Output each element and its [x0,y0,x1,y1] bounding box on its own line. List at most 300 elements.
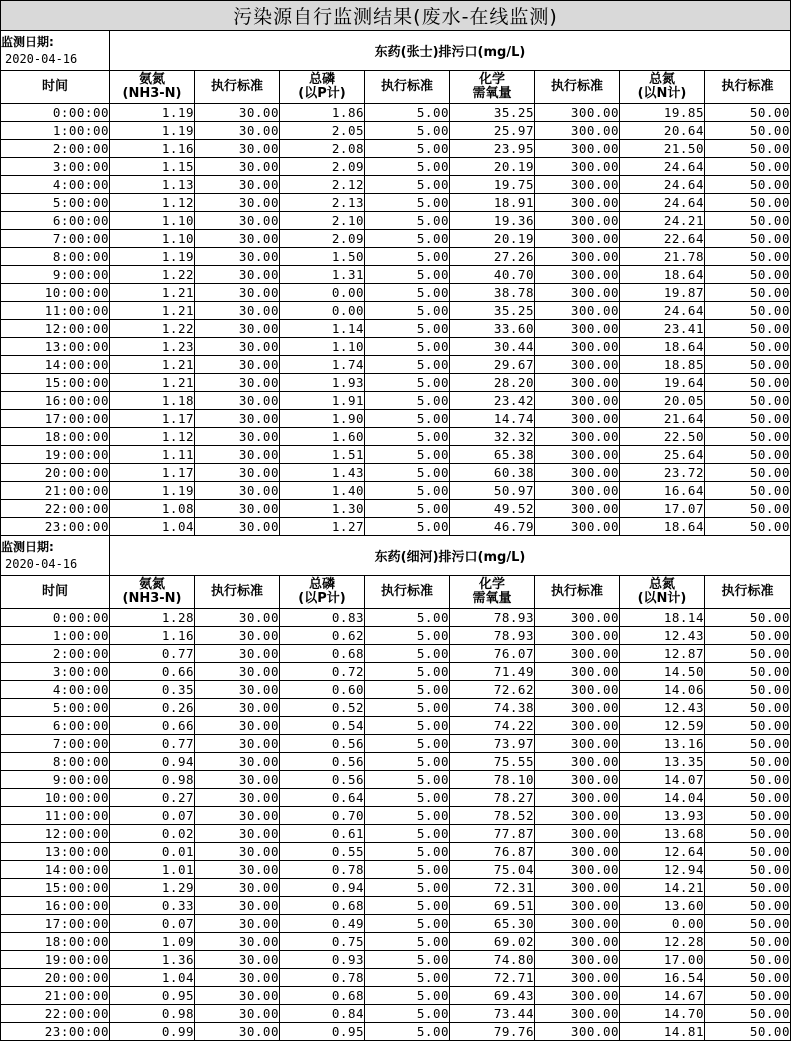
value-cell: 300.00 [535,627,620,645]
value-cell: 0.00 [280,284,365,302]
value-cell: 50.00 [705,248,791,266]
value-cell: 0.07 [110,915,195,933]
value-cell: 1.01 [110,861,195,879]
value-cell: 20.19 [450,230,535,248]
value-cell: 5.00 [365,987,450,1005]
value-cell: 5.00 [365,338,450,356]
value-cell: 0.27 [110,789,195,807]
time-cell: 4:00:00 [1,681,110,699]
value-cell: 50.00 [705,627,791,645]
value-cell: 30.00 [195,951,280,969]
value-cell: 30.00 [195,392,280,410]
value-cell: 0.33 [110,897,195,915]
value-cell: 1.21 [110,284,195,302]
value-cell: 0.99 [110,1023,195,1041]
value-cell: 1.22 [110,320,195,338]
value-cell: 24.21 [620,212,705,230]
time-cell: 12:00:00 [1,320,110,338]
value-cell: 5.00 [365,915,450,933]
value-cell: 50.00 [705,320,791,338]
value-cell: 1.91 [280,392,365,410]
value-cell: 30.00 [195,338,280,356]
value-cell: 5.00 [365,176,450,194]
value-cell: 5.00 [365,428,450,446]
value-cell: 30.00 [195,699,280,717]
time-cell: 23:00:00 [1,518,110,536]
value-cell: 0.84 [280,1005,365,1023]
value-cell: 78.27 [450,789,535,807]
value-cell: 30.00 [195,518,280,536]
time-cell: 10:00:00 [1,284,110,302]
value-cell: 5.00 [365,284,450,302]
value-cell: 50.00 [705,663,791,681]
column-header-line: 需氧量 [472,591,512,606]
value-cell: 300.00 [535,645,620,663]
column-header-line: (以P计) [298,591,346,606]
value-cell: 76.07 [450,645,535,663]
value-cell: 12.94 [620,861,705,879]
table-row [1,771,791,789]
table-row [1,482,791,500]
value-cell: 300.00 [535,789,620,807]
time-cell: 17:00:00 [1,915,110,933]
value-cell: 5.00 [365,789,450,807]
value-cell: 300.00 [535,248,620,266]
value-cell: 79.76 [450,1023,535,1041]
value-cell: 5.00 [365,699,450,717]
value-cell: 50.00 [705,645,791,663]
value-cell: 50.00 [705,122,791,140]
value-cell: 23.42 [450,392,535,410]
table-row [1,987,791,1005]
value-cell: 19.36 [450,212,535,230]
value-cell: 1.43 [280,464,365,482]
value-cell: 30.00 [195,212,280,230]
column-header [450,576,535,609]
value-cell: 32.32 [450,428,535,446]
table-row [1,518,791,536]
value-cell: 300.00 [535,843,620,861]
value-cell: 78.93 [450,609,535,627]
value-cell: 38.78 [450,284,535,302]
time-cell: 12:00:00 [1,825,110,843]
value-cell: 300.00 [535,320,620,338]
value-cell: 17.00 [620,951,705,969]
value-cell: 69.51 [450,897,535,915]
value-cell: 5.00 [365,933,450,951]
time-cell: 23:00:00 [1,1023,110,1041]
value-cell: 50.00 [705,681,791,699]
value-cell: 300.00 [535,410,620,428]
value-cell: 50.00 [705,807,791,825]
value-cell: 13.35 [620,753,705,771]
value-cell: 1.29 [110,879,195,897]
value-cell: 13.60 [620,897,705,915]
value-cell: 5.00 [365,482,450,500]
time-cell: 7:00:00 [1,735,110,753]
table-row [1,609,791,627]
value-cell: 300.00 [535,212,620,230]
column-header [365,576,450,609]
value-cell: 5.00 [365,320,450,338]
value-cell: 5.00 [365,446,450,464]
table-row [1,356,791,374]
column-header-line: 化学 [478,72,505,87]
value-cell: 30.00 [195,302,280,320]
column-header-line: (NH3-N) [122,591,182,606]
table-row [1,464,791,482]
value-cell: 50.00 [705,933,791,951]
value-cell: 50.00 [705,194,791,212]
value-cell: 50.00 [705,284,791,302]
value-cell: 30.44 [450,338,535,356]
value-cell: 0.93 [280,951,365,969]
value-cell: 5.00 [365,248,450,266]
value-cell: 2.05 [280,122,365,140]
value-cell: 30.00 [195,915,280,933]
table-row [1,158,791,176]
value-cell: 30.00 [195,500,280,518]
value-cell: 1.18 [110,392,195,410]
column-header [280,576,365,609]
value-cell: 5.00 [365,356,450,374]
value-cell: 35.25 [450,104,535,122]
table-row [1,879,791,897]
value-cell: 5.00 [365,464,450,482]
value-cell: 50.00 [705,699,791,717]
value-cell: 50.00 [705,446,791,464]
value-cell: 30.00 [195,122,280,140]
value-cell: 30.00 [195,374,280,392]
time-cell: 2:00:00 [1,140,110,158]
value-cell: 0.95 [110,987,195,1005]
monitoring-date-value: 2020-04-16 [5,556,78,571]
value-cell: 1.11 [110,446,195,464]
value-cell: 300.00 [535,663,620,681]
value-cell: 0.00 [620,915,705,933]
value-cell: 300.00 [535,374,620,392]
time-cell: 21:00:00 [1,987,110,1005]
value-cell: 5.00 [365,825,450,843]
value-cell: 0.98 [110,771,195,789]
value-cell: 0.52 [280,699,365,717]
value-cell: 50.00 [705,104,791,122]
value-cell: 74.22 [450,717,535,735]
value-cell: 12.87 [620,645,705,663]
value-cell: 5.00 [365,158,450,176]
table-row [1,807,791,825]
value-cell: 30.00 [195,681,280,699]
value-cell: 69.02 [450,933,535,951]
monitoring-date-label: 监测日期: [1,539,54,554]
monitoring-date-cell [1,536,110,576]
value-cell: 65.38 [450,446,535,464]
value-cell: 50.00 [705,1023,791,1041]
value-cell: 72.62 [450,681,535,699]
value-cell: 28.20 [450,374,535,392]
value-cell: 14.06 [620,681,705,699]
value-cell: 14.21 [620,879,705,897]
value-cell: 50.00 [705,897,791,915]
value-cell: 30.00 [195,428,280,446]
table-row [1,861,791,879]
value-cell: 30.00 [195,104,280,122]
column-header-line: 总磷 [308,72,335,87]
value-cell: 13.93 [620,807,705,825]
value-cell: 74.80 [450,951,535,969]
value-cell: 300.00 [535,356,620,374]
value-cell: 0.68 [280,897,365,915]
value-cell: 0.61 [280,825,365,843]
value-cell: 0.66 [110,717,195,735]
value-cell: 30.00 [195,753,280,771]
column-header-row [1,576,791,609]
time-cell: 3:00:00 [1,663,110,681]
value-cell: 14.81 [620,1023,705,1041]
value-cell: 5.00 [365,645,450,663]
value-cell: 17.07 [620,500,705,518]
time-cell: 5:00:00 [1,194,110,212]
time-cell: 8:00:00 [1,753,110,771]
time-cell: 15:00:00 [1,879,110,897]
table-row [1,1023,791,1041]
time-cell: 20:00:00 [1,464,110,482]
time-cell: 20:00:00 [1,969,110,987]
monitoring-date-value: 2020-04-16 [5,51,78,66]
value-cell: 5.00 [365,194,450,212]
value-cell: 300.00 [535,807,620,825]
value-cell: 77.87 [450,825,535,843]
value-cell: 300.00 [535,879,620,897]
value-cell: 12.64 [620,843,705,861]
value-cell: 300.00 [535,266,620,284]
value-cell: 5.00 [365,410,450,428]
value-cell: 30.00 [195,356,280,374]
value-cell: 14.70 [620,1005,705,1023]
value-cell: 50.00 [705,717,791,735]
value-cell: 24.64 [620,158,705,176]
table-row [1,338,791,356]
value-cell: 19.85 [620,104,705,122]
table-row [1,951,791,969]
value-cell: 72.31 [450,879,535,897]
value-cell: 18.91 [450,194,535,212]
value-cell: 0.35 [110,681,195,699]
column-header-line: 执行标准 [210,584,263,599]
value-cell: 18.64 [620,518,705,536]
time-cell: 1:00:00 [1,627,110,645]
monitoring-date-label: 监测日期: [1,34,54,49]
value-cell: 1.93 [280,374,365,392]
value-cell: 5.00 [365,735,450,753]
value-cell: 30.00 [195,230,280,248]
value-cell: 1.09 [110,933,195,951]
value-cell: 5.00 [365,1005,450,1023]
time-cell: 11:00:00 [1,807,110,825]
outlet-site-name: 东药(张士)排污口(mg/L) [110,31,791,71]
value-cell: 5.00 [365,663,450,681]
value-cell: 1.04 [110,518,195,536]
value-cell: 1.19 [110,104,195,122]
table-row [1,825,791,843]
column-header [195,576,280,609]
value-cell: 0.94 [110,753,195,771]
value-cell: 300.00 [535,428,620,446]
time-cell: 5:00:00 [1,699,110,717]
table-row [1,122,791,140]
value-cell: 1.17 [110,464,195,482]
value-cell: 0.94 [280,879,365,897]
value-cell: 0.56 [280,771,365,789]
table-row [1,627,791,645]
value-cell: 78.93 [450,627,535,645]
value-cell: 1.28 [110,609,195,627]
value-cell: 5.00 [365,771,450,789]
value-cell: 50.00 [705,428,791,446]
value-cell: 50.00 [705,987,791,1005]
value-cell: 30.00 [195,609,280,627]
value-cell: 30.00 [195,987,280,1005]
value-cell: 49.52 [450,500,535,518]
table-row [1,789,791,807]
table-row [1,663,791,681]
column-header-line: 总磷 [308,577,335,592]
value-cell: 5.00 [365,807,450,825]
value-cell: 18.85 [620,356,705,374]
table-row [1,645,791,663]
value-cell: 30.00 [195,464,280,482]
value-cell: 50.00 [705,951,791,969]
value-cell: 300.00 [535,518,620,536]
value-cell: 50.00 [705,212,791,230]
value-cell: 1.21 [110,356,195,374]
value-cell: 0.78 [280,861,365,879]
value-cell: 14.07 [620,771,705,789]
value-cell: 5.00 [365,879,450,897]
column-header-line: 执行标准 [721,79,774,94]
value-cell: 2.08 [280,140,365,158]
value-cell: 5.00 [365,392,450,410]
value-cell: 5.00 [365,717,450,735]
table-row [1,1005,791,1023]
value-cell: 50.00 [705,825,791,843]
value-cell: 5.00 [365,861,450,879]
value-cell: 1.04 [110,969,195,987]
value-cell: 1.22 [110,266,195,284]
value-cell: 0.66 [110,663,195,681]
value-cell: 14.67 [620,987,705,1005]
value-cell: 0.60 [280,681,365,699]
value-cell: 0.56 [280,735,365,753]
value-cell: 75.04 [450,861,535,879]
value-cell: 5.00 [365,122,450,140]
value-cell: 5.00 [365,609,450,627]
value-cell: 30.00 [195,176,280,194]
value-cell: 300.00 [535,230,620,248]
column-header [535,71,620,104]
column-header-line: (以P计) [298,86,346,101]
value-cell: 71.49 [450,663,535,681]
value-cell: 50.00 [705,609,791,627]
table-row [1,428,791,446]
value-cell: 2.13 [280,194,365,212]
value-cell: 300.00 [535,609,620,627]
time-cell: 3:00:00 [1,158,110,176]
value-cell: 30.00 [195,1005,280,1023]
value-cell: 50.00 [705,302,791,320]
value-cell: 25.97 [450,122,535,140]
value-cell: 300.00 [535,392,620,410]
table-row [1,753,791,771]
column-header [110,71,195,104]
value-cell: 300.00 [535,951,620,969]
value-cell: 24.64 [620,302,705,320]
table-row [1,104,791,122]
value-cell: 50.00 [705,753,791,771]
time-cell: 16:00:00 [1,897,110,915]
value-cell: 300.00 [535,717,620,735]
value-cell: 300.00 [535,987,620,1005]
value-cell: 50.00 [705,410,791,428]
time-cell: 10:00:00 [1,789,110,807]
value-cell: 5.00 [365,897,450,915]
value-cell: 16.64 [620,482,705,500]
value-cell: 73.97 [450,735,535,753]
value-cell: 30.00 [195,933,280,951]
value-cell: 5.00 [365,753,450,771]
table-row [1,140,791,158]
time-cell: 13:00:00 [1,843,110,861]
value-cell: 23.72 [620,464,705,482]
section-header-row [1,31,791,71]
value-cell: 21.78 [620,248,705,266]
value-cell: 30.00 [195,194,280,212]
value-cell: 300.00 [535,897,620,915]
value-cell: 13.16 [620,735,705,753]
value-cell: 1.19 [110,122,195,140]
value-cell: 78.10 [450,771,535,789]
table-row [1,266,791,284]
value-cell: 1.13 [110,176,195,194]
column-header [450,71,535,104]
time-cell: 9:00:00 [1,771,110,789]
value-cell: 5.00 [365,104,450,122]
time-cell: 21:00:00 [1,482,110,500]
value-cell: 16.54 [620,969,705,987]
value-cell: 2.09 [280,230,365,248]
value-cell: 19.87 [620,284,705,302]
value-cell: 5.00 [365,230,450,248]
value-cell: 40.70 [450,266,535,284]
table-row [1,320,791,338]
value-cell: 5.00 [365,302,450,320]
value-cell: 30.00 [195,482,280,500]
table-row [1,446,791,464]
value-cell: 12.43 [620,699,705,717]
time-cell: 17:00:00 [1,410,110,428]
value-cell: 1.23 [110,338,195,356]
value-cell: 25.64 [620,446,705,464]
value-cell: 300.00 [535,158,620,176]
value-cell: 2.09 [280,158,365,176]
time-cell: 15:00:00 [1,374,110,392]
value-cell: 0.83 [280,609,365,627]
time-cell: 19:00:00 [1,446,110,464]
time-cell: 7:00:00 [1,230,110,248]
value-cell: 30.00 [195,266,280,284]
time-cell: 9:00:00 [1,266,110,284]
value-cell: 1.40 [280,482,365,500]
